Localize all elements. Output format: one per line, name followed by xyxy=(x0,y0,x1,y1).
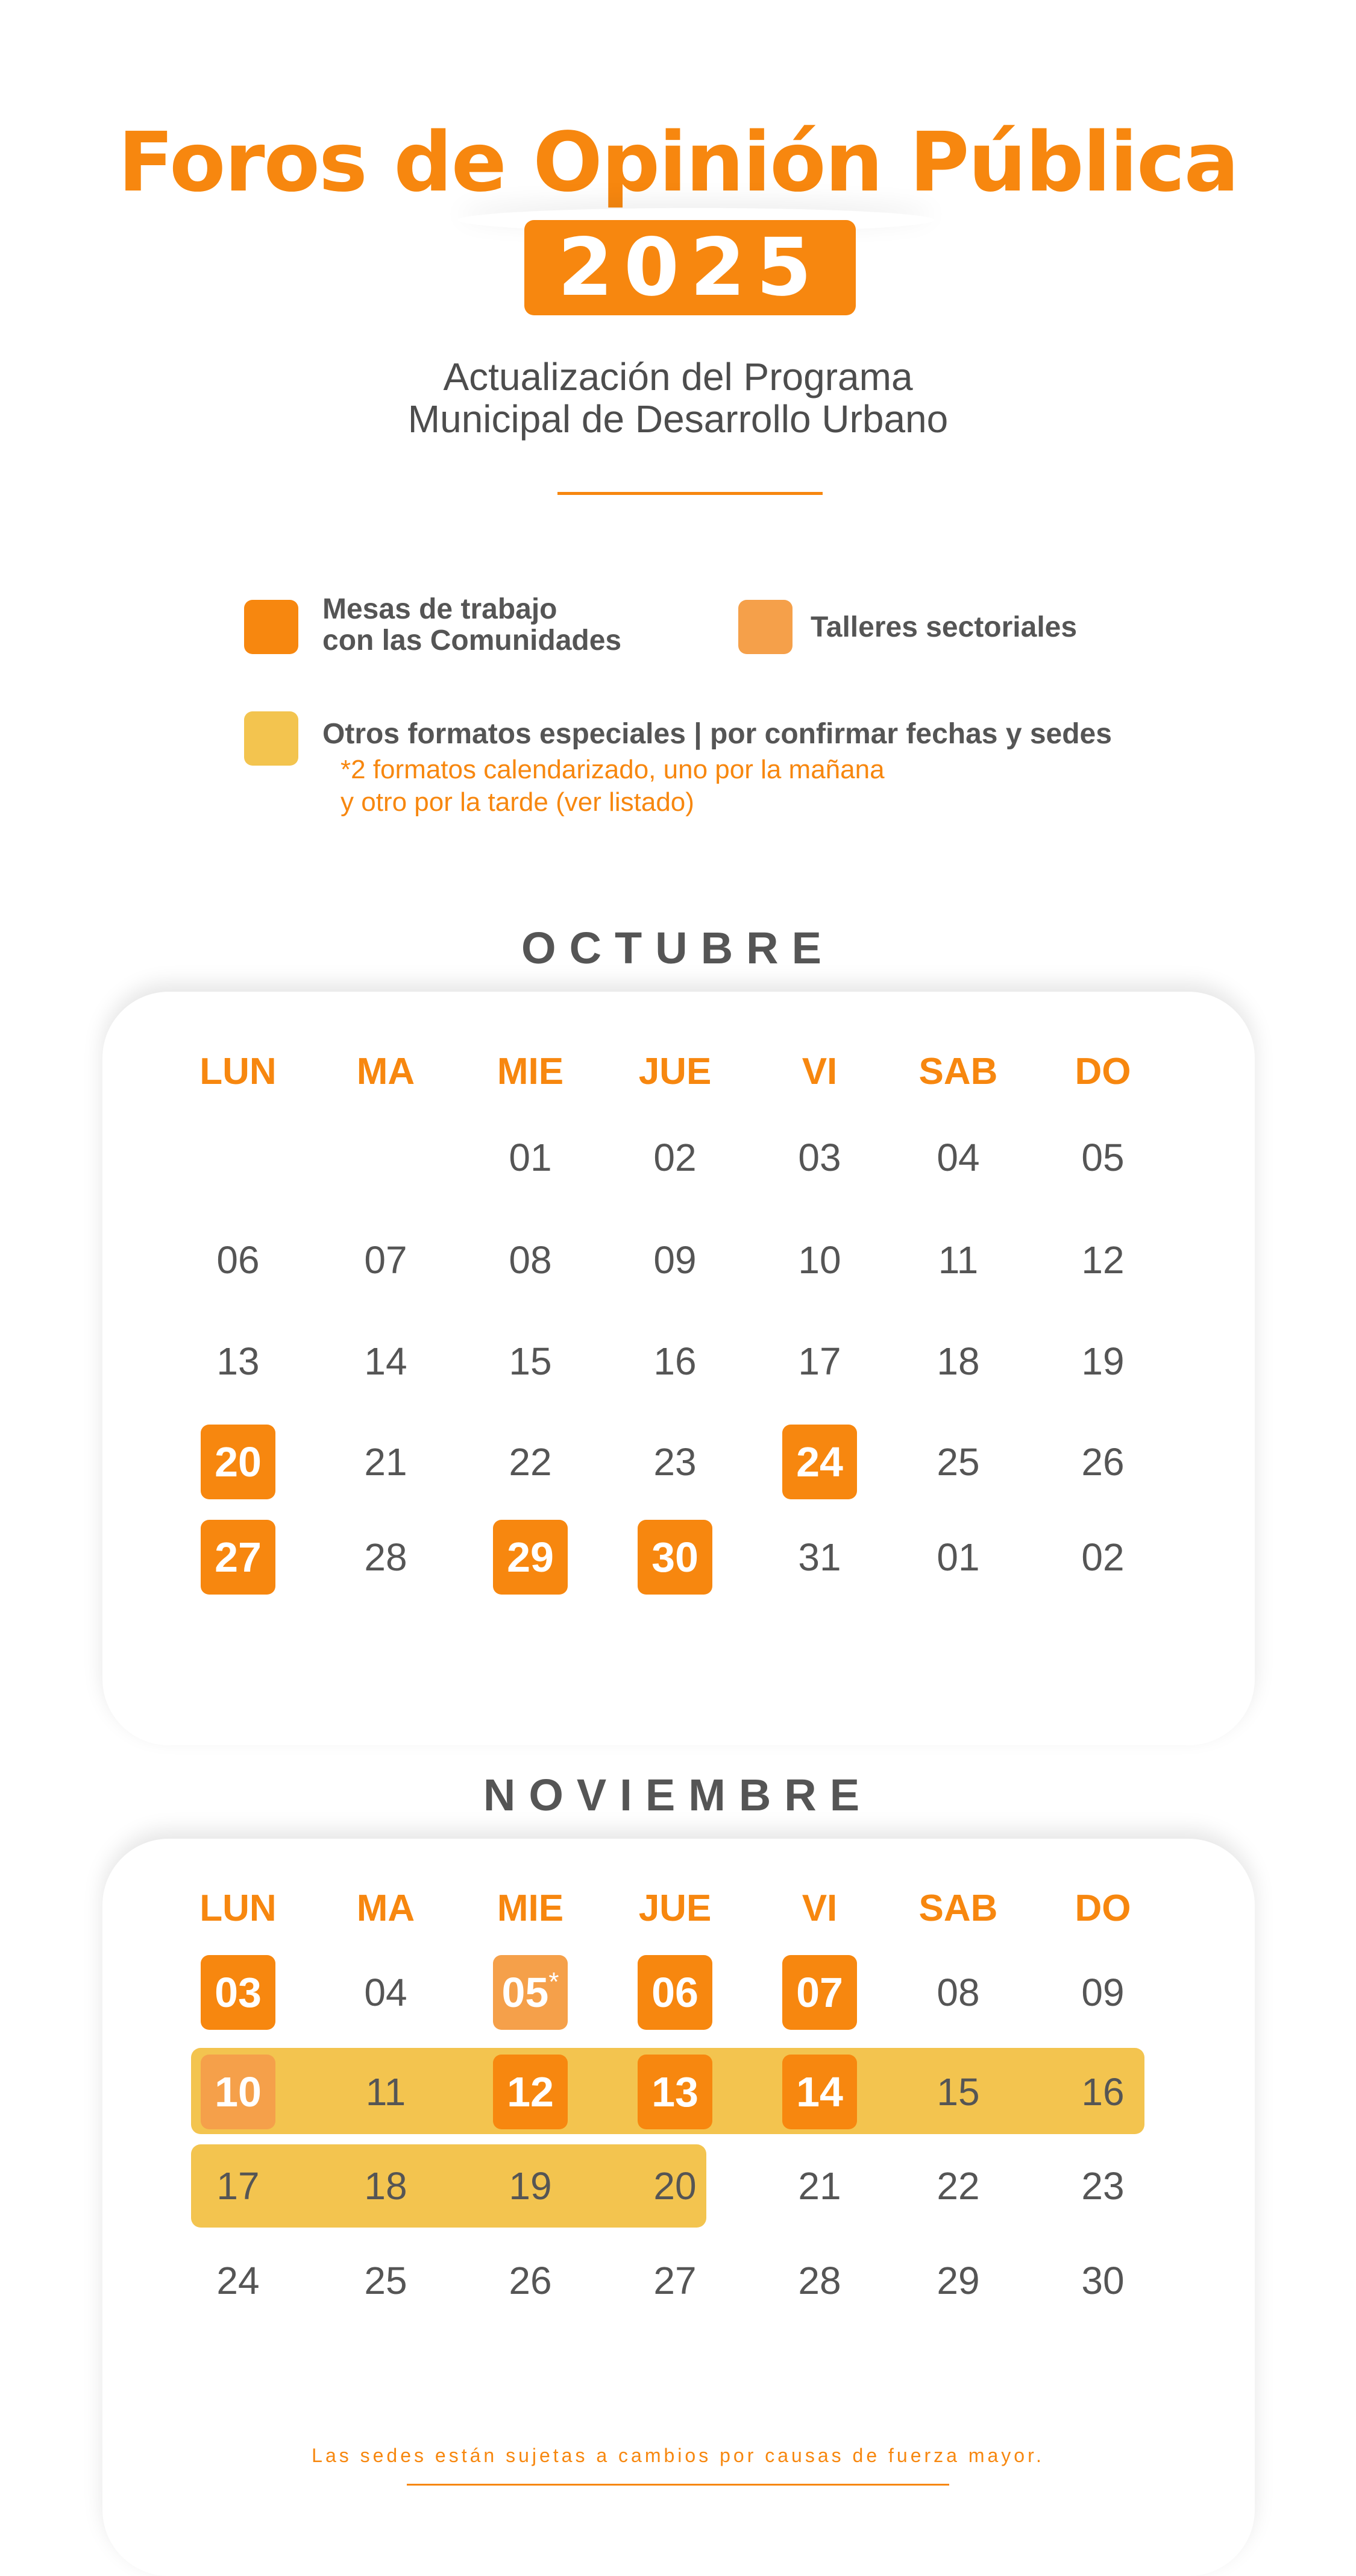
day-november-21: 21 xyxy=(798,2164,841,2208)
day-november-03: 03 xyxy=(201,1955,275,2030)
day-october-11: 11 xyxy=(938,1238,979,1282)
day-november-29: 29 xyxy=(937,2259,980,2302)
footer-divider xyxy=(407,2484,949,2486)
day-november-17: 17 xyxy=(216,2164,260,2208)
day-october-02: 02 xyxy=(1081,1535,1125,1579)
day-october-03: 03 xyxy=(798,1136,841,1179)
legend-mesas-label xyxy=(322,594,621,657)
day-october-30: 30 xyxy=(638,1520,712,1595)
weekday-mie: MIE xyxy=(497,1888,564,1929)
day-october-28: 28 xyxy=(364,1535,407,1579)
day-october-26: 26 xyxy=(1081,1440,1125,1484)
footer-disclaimer: Las sedes están sujetas a cambios por causas de fuerza mayor. xyxy=(312,2445,1044,2466)
day-november-23: 23 xyxy=(1081,2164,1125,2208)
day-november-09: 09 xyxy=(1081,1971,1125,2014)
legend-mesas-line-1: Mesas de trabajo xyxy=(322,593,557,625)
day-october-29: 29 xyxy=(493,1520,568,1595)
day-october-10: 10 xyxy=(798,1238,841,1282)
legend-note-line-1: *2 formatos calendarizado, uno por la mañana xyxy=(341,755,885,784)
weekday-ma: MA xyxy=(356,1888,415,1929)
day-november-11: 11 xyxy=(365,2070,406,2114)
day-october-25: 25 xyxy=(937,1440,980,1484)
day-november-28: 28 xyxy=(798,2259,841,2302)
weekday-mie: MIE xyxy=(497,1051,564,1092)
day-november-15: 15 xyxy=(937,2070,980,2114)
legend-mesas-line-2: con las Comunidades xyxy=(322,625,622,657)
day-november-26: 26 xyxy=(509,2259,552,2302)
weekday-do: DO xyxy=(1075,1051,1131,1092)
day-november-20: 20 xyxy=(653,2164,697,2208)
day-october-19: 19 xyxy=(1081,1340,1125,1383)
day-october-14: 14 xyxy=(364,1340,407,1383)
day-november-12: 12 xyxy=(493,2055,568,2129)
day-november-19: 19 xyxy=(509,2164,552,2208)
day-october-24: 24 xyxy=(782,1425,857,1499)
day-october-20: 20 xyxy=(201,1425,275,1499)
day-october-05: 05 xyxy=(1081,1136,1125,1179)
day-november-18: 18 xyxy=(364,2164,407,2208)
day-october-01: 01 xyxy=(509,1136,552,1179)
day-october-13: 13 xyxy=(216,1340,260,1383)
day-november-14: 14 xyxy=(782,2055,857,2129)
legend-talleres-label: Talleres sectoriales xyxy=(811,611,1078,643)
day-october-16: 16 xyxy=(653,1340,697,1383)
legend-mesas-swatch xyxy=(244,600,298,654)
legend-otros-label: Otros formatos especiales | por confirmar fechas y sedes xyxy=(322,718,1112,750)
day-october-07: 07 xyxy=(364,1238,407,1282)
day-november-10: 10 xyxy=(201,2055,275,2129)
day-november-04: 04 xyxy=(364,1971,407,2014)
weekday-sab: SAB xyxy=(918,1888,998,1929)
day-november-24: 24 xyxy=(216,2259,260,2302)
month-title-november: NOVIEMBRE xyxy=(483,1770,873,1820)
day-november-06: 06 xyxy=(638,1955,712,2030)
day-october-23: 23 xyxy=(653,1440,697,1484)
day-october-04: 04 xyxy=(937,1136,980,1179)
weekday-ma: MA xyxy=(356,1051,415,1092)
day-october-21: 21 xyxy=(364,1440,407,1484)
page-title: Foros de Opinión Pública xyxy=(118,115,1238,210)
day-november-22: 22 xyxy=(937,2164,980,2208)
day-october-15: 15 xyxy=(509,1340,552,1383)
weekday-do: DO xyxy=(1075,1888,1131,1929)
weekday-jue: JUE xyxy=(638,1051,712,1092)
day-november-30: 30 xyxy=(1081,2259,1125,2302)
year-badge: 2025 xyxy=(524,220,856,315)
day-november-27: 27 xyxy=(653,2259,697,2302)
day-november-07: 07 xyxy=(782,1955,857,2030)
day-november-08: 08 xyxy=(937,1971,980,2014)
weekday-vi: VI xyxy=(802,1051,838,1092)
day-october-08: 08 xyxy=(509,1238,552,1282)
subtitle xyxy=(0,356,1356,440)
day-october-06: 06 xyxy=(216,1238,260,1282)
legend-otros-swatch xyxy=(244,711,298,766)
legend-note-line-2: y otro por la tarde (ver listado) xyxy=(341,787,694,817)
legend-talleres-swatch xyxy=(738,600,793,654)
day-october-02: 02 xyxy=(653,1136,697,1179)
weekday-sab: SAB xyxy=(918,1051,998,1092)
month-title-october: OCTUBRE xyxy=(521,923,835,973)
weekday-lun: LUN xyxy=(199,1051,277,1092)
header-divider xyxy=(557,492,823,495)
weekday-lun: LUN xyxy=(199,1888,277,1929)
day-october-09: 09 xyxy=(653,1238,697,1282)
day-october-31: 31 xyxy=(798,1535,841,1579)
subtitle-line-2: Municipal de Desarrollo Urbano xyxy=(407,397,949,441)
day-november-05: 05* xyxy=(493,1955,568,2030)
day-october-27: 27 xyxy=(201,1520,275,1595)
day-october-01: 01 xyxy=(937,1535,980,1579)
day-november-25: 25 xyxy=(364,2259,407,2302)
legend-note xyxy=(341,754,885,819)
day-october-18: 18 xyxy=(937,1340,980,1383)
weekday-vi: VI xyxy=(802,1888,838,1929)
day-november-13: 13 xyxy=(638,2055,712,2129)
subtitle-line-1: Actualización del Programa xyxy=(443,355,913,398)
weekday-jue: JUE xyxy=(638,1888,712,1929)
day-november-16: 16 xyxy=(1081,2070,1125,2114)
day-october-12: 12 xyxy=(1081,1238,1125,1282)
asterisk-marker: * xyxy=(548,1967,559,1997)
day-october-17: 17 xyxy=(798,1340,841,1383)
day-october-22: 22 xyxy=(509,1440,552,1484)
